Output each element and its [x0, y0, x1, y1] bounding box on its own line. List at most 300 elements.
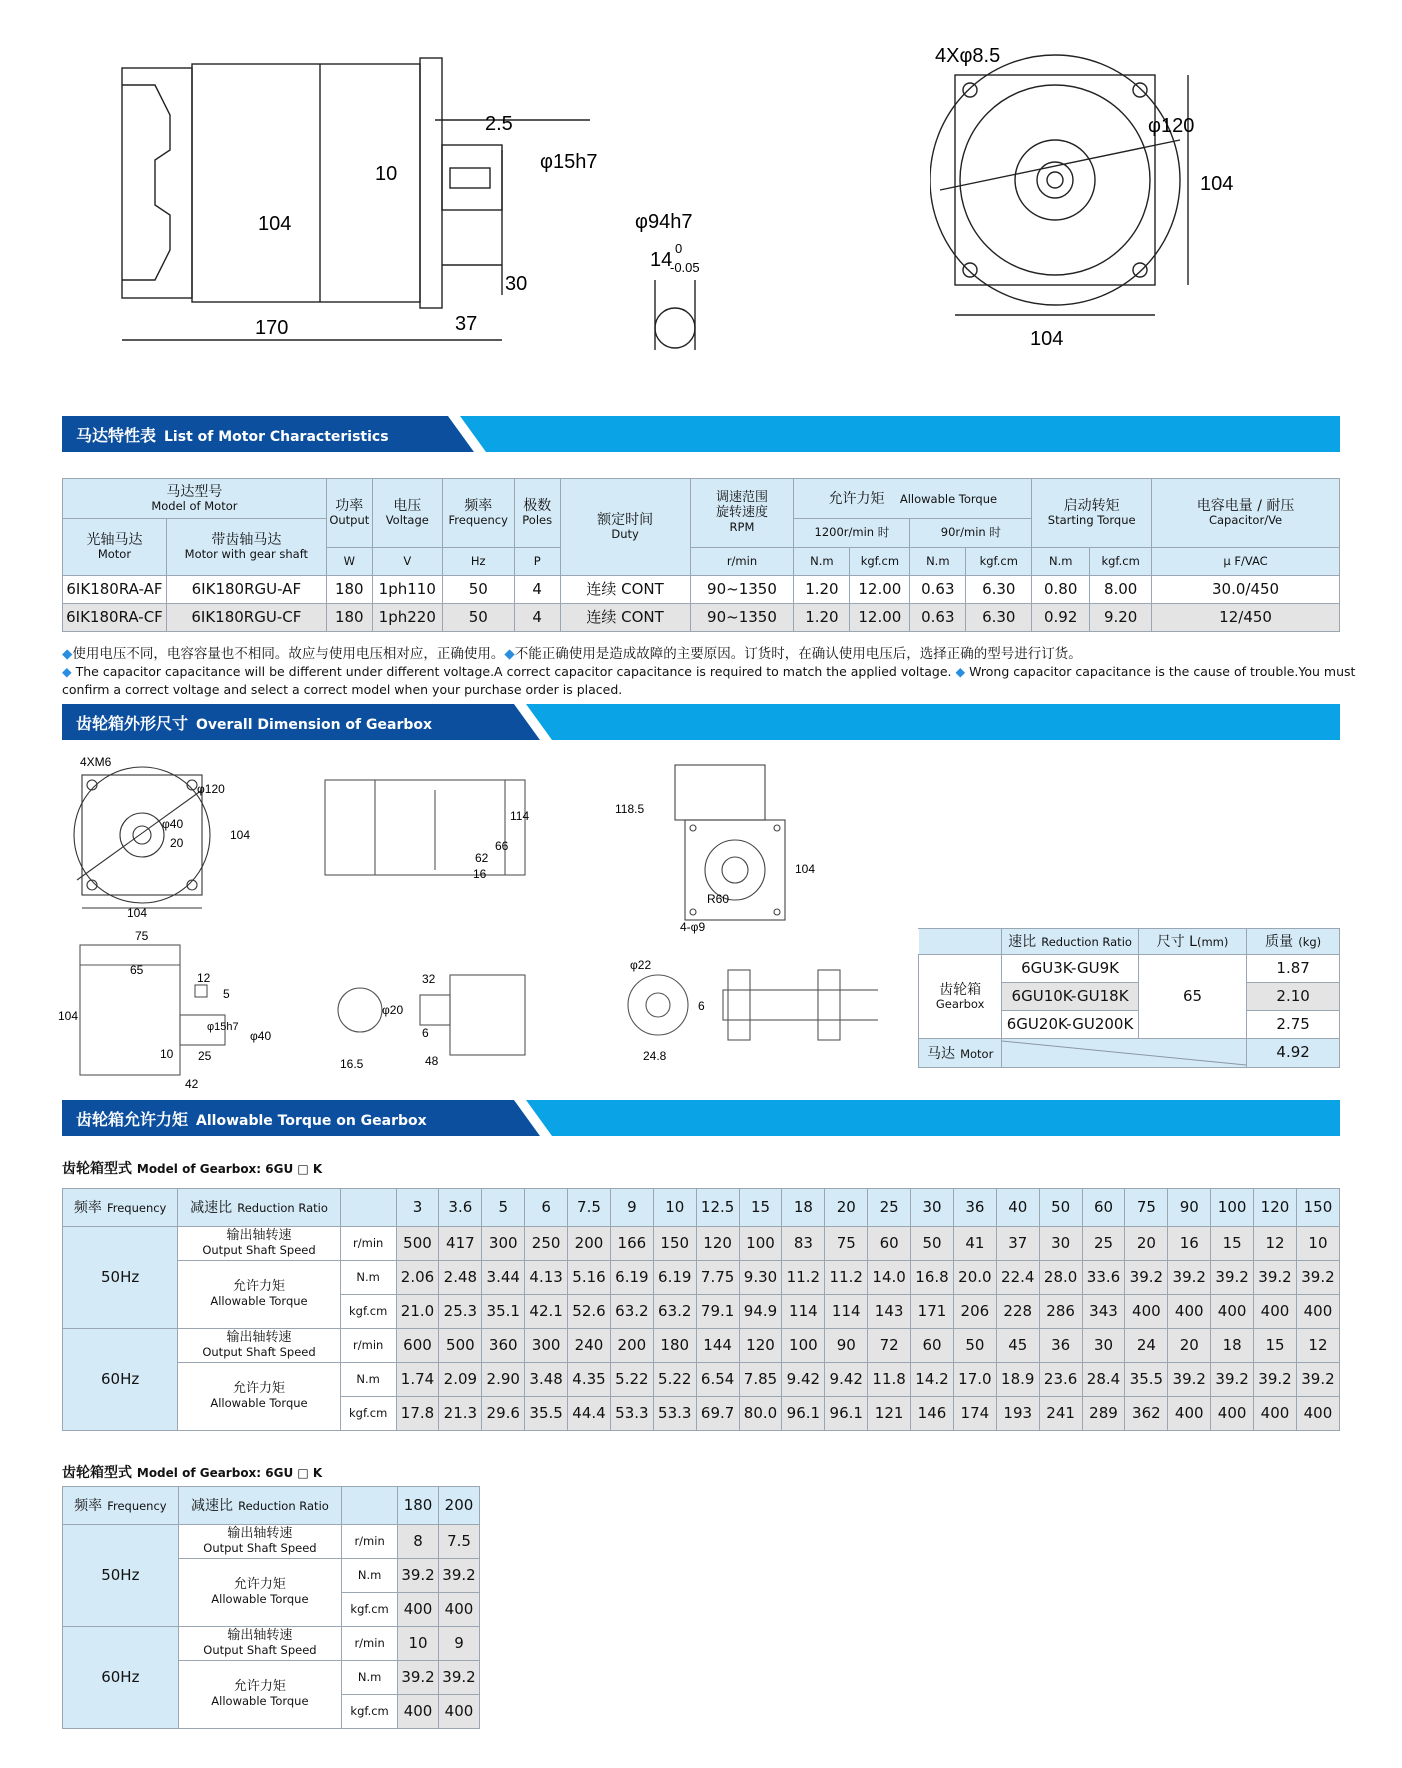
cell: 63.2: [653, 1295, 696, 1329]
freq-50hz: 50Hz: [63, 1525, 179, 1627]
cell: 200: [568, 1227, 611, 1261]
title-en: Model of Gearbox: 6GU □ K: [136, 1466, 323, 1480]
table-row: [63, 576, 1340, 604]
dim-118-5: 118.5: [615, 802, 645, 816]
motor-front-drawing: [930, 40, 1250, 360]
cell: 400: [398, 1695, 439, 1729]
cell: 2.10: [1247, 983, 1340, 1011]
torque-en: Allowable Torque: [211, 1592, 309, 1607]
ratio-header: 200: [439, 1487, 480, 1525]
cell: 39.2: [1168, 1261, 1211, 1295]
cell: 96.1: [825, 1397, 868, 1431]
note-zh-2: 不能正确使用是造成故障的主要原因。订货时，在确认使用电压后，选择正确的型号进行订货。: [514, 646, 1082, 662]
cell: 12: [1296, 1329, 1339, 1363]
cell: 39.2: [1125, 1261, 1168, 1295]
cell: 286: [1039, 1295, 1082, 1329]
cell: 9.42: [825, 1363, 868, 1397]
cell: 1ph220: [372, 604, 442, 632]
ratio-header: 150: [1296, 1189, 1339, 1227]
cell: 166: [610, 1227, 653, 1261]
gearbox-table: [918, 928, 1340, 1068]
cell: 39.2: [439, 1559, 480, 1593]
unit-kgf-2: kgf.cm: [966, 548, 1032, 576]
dim-114: 114: [510, 809, 530, 823]
torque-table-2: [62, 1486, 480, 1729]
cell: 63.2: [610, 1295, 653, 1329]
torque-zh: 允许力矩: [233, 1577, 286, 1593]
ratio-header: 7.5: [568, 1189, 611, 1227]
cell: 4: [514, 604, 560, 632]
cell: 2.48: [439, 1261, 482, 1295]
cell: 80.0: [739, 1397, 782, 1431]
unit-kgf: kgf.cm: [340, 1295, 396, 1329]
speed-zh2: 旋转速度: [715, 505, 768, 521]
cell: 6IK180RGU-CF: [166, 604, 326, 632]
ratio-en: Reduction Ratio: [238, 1499, 329, 1514]
ratio-header: 60: [1082, 1189, 1125, 1227]
cell: 50: [911, 1227, 954, 1261]
cell: 90: [825, 1329, 868, 1363]
cell: 2.09: [439, 1363, 482, 1397]
cell: 400: [1254, 1397, 1297, 1431]
cell: 7.5: [439, 1525, 480, 1559]
cell: 9: [439, 1627, 480, 1661]
cell: 6.19: [610, 1261, 653, 1295]
torque-zh: 允许力矩: [233, 1679, 286, 1695]
cell: 400: [1296, 1295, 1339, 1329]
cell: 6IK180RGU-AF: [166, 576, 326, 604]
cell: 200: [610, 1329, 653, 1363]
banner-title-en: Overall Dimension of Gearbox: [196, 717, 433, 733]
cell: 25.3: [439, 1295, 482, 1329]
cell: 39.2: [1211, 1363, 1254, 1397]
cell: 20: [1125, 1227, 1168, 1261]
size-value: 65: [1138, 955, 1246, 1039]
dim-phi15: φ15h7: [540, 151, 598, 173]
unit-nm-1: N.m: [794, 548, 850, 576]
shaft-en: Motor: [97, 547, 132, 562]
dim-104: 104: [58, 1009, 79, 1023]
diamond-icon: ◆: [504, 646, 515, 662]
cell: 150: [653, 1227, 696, 1261]
dim-tol-neg: -0.05: [670, 260, 700, 275]
cell: 4.35: [568, 1363, 611, 1397]
mass-unit: (kg): [1298, 935, 1322, 950]
cell: 35.1: [482, 1295, 525, 1329]
note-en-cont: [62, 682, 622, 697]
duty-en: Duty: [611, 527, 639, 542]
note-zh: [62, 642, 1082, 662]
torque-zh: 允许力矩: [828, 491, 885, 508]
cell: 39.2: [1168, 1363, 1211, 1397]
speed-zh1: 调速范围: [715, 490, 768, 506]
cell: 72: [868, 1329, 911, 1363]
freq-zh: 频率: [74, 1498, 103, 1515]
cell: 37: [996, 1227, 1039, 1261]
cell: 50: [442, 604, 514, 632]
dim-2-5: 2.5: [485, 113, 513, 135]
cell: 171: [911, 1295, 954, 1329]
unit-nm-2: N.m: [910, 548, 966, 576]
cell: 4: [514, 576, 560, 604]
cell: 9.20: [1090, 604, 1152, 632]
ratio-zh: 减速比: [191, 1498, 234, 1515]
freq-zh: 频率: [464, 498, 493, 515]
cell: 25: [1082, 1227, 1125, 1261]
dim-30: 30: [505, 273, 528, 295]
start-en: Starting Torque: [1047, 513, 1136, 528]
cell: 39.2: [1296, 1363, 1339, 1397]
dim-phi120: φ120: [1148, 115, 1195, 137]
ratio-zh: 减速比: [190, 1200, 233, 1217]
cell: 18.9: [996, 1363, 1039, 1397]
cell: 0.63: [910, 576, 966, 604]
cell: 14.2: [911, 1363, 954, 1397]
dim-phi15h7: φ15h7: [207, 1021, 239, 1033]
cell: 29.6: [482, 1397, 525, 1431]
cell: 41: [953, 1227, 996, 1261]
cell: 600: [396, 1329, 439, 1363]
cell: 75: [825, 1227, 868, 1261]
title-zh: 齿轮箱型式: [62, 1161, 132, 1177]
gearbox-shaft-drawing: [325, 965, 565, 1075]
cell: 120: [739, 1329, 782, 1363]
unit-nm: N.m: [340, 1261, 396, 1295]
cell: 45: [996, 1329, 1039, 1363]
dim-62: 62: [475, 851, 489, 865]
dim-104-right: 104: [1200, 173, 1234, 195]
note-en: [62, 664, 1355, 679]
speed-en: Output Shaft Speed: [202, 1243, 316, 1258]
cell: 连续 CONT: [560, 576, 690, 604]
dim-66: 66: [495, 839, 509, 853]
unit-cap: μ F/VAC: [1152, 548, 1340, 576]
freq-en: Frequency: [107, 1499, 167, 1514]
cell: 5.22: [653, 1363, 696, 1397]
cell: 8.00: [1090, 576, 1152, 604]
cell: 15: [1211, 1227, 1254, 1261]
cell: 28.4: [1082, 1363, 1125, 1397]
ratio-header: 100: [1211, 1189, 1254, 1227]
cell: 6.19: [653, 1261, 696, 1295]
dim-10: 10: [375, 163, 398, 185]
unit-kgf-3: kgf.cm: [1090, 548, 1152, 576]
voltage-en: Voltage: [385, 513, 429, 528]
cell: 30: [1039, 1227, 1082, 1261]
gearbox-top-drawing: [615, 755, 835, 935]
torque-table1-title: [62, 1158, 322, 1178]
cell: 193: [996, 1397, 1039, 1431]
unit-rmin: r/min: [342, 1627, 398, 1661]
speed-zh: 输出轴转速: [227, 1526, 293, 1542]
cell: 9.42: [782, 1363, 825, 1397]
ratio-header: 20: [825, 1189, 868, 1227]
gear-zh: 带齿轴马达: [211, 532, 282, 549]
cell: 69.7: [696, 1397, 739, 1431]
cell: 6GU20K-GU200K: [1002, 1011, 1139, 1039]
cell: 1ph110: [372, 576, 442, 604]
ratio-header: 12.5: [696, 1189, 739, 1227]
cell: 6.30: [966, 576, 1032, 604]
cell: 7.85: [739, 1363, 782, 1397]
cell: 400: [1211, 1295, 1254, 1329]
cell: 60: [868, 1227, 911, 1261]
shaft-zh: 光轴马达: [86, 532, 143, 549]
speed-en: Output Shaft Speed: [203, 1643, 317, 1658]
ratio-header: 36: [953, 1189, 996, 1227]
dim-4x-phi8-5: 4Xφ8.5: [935, 45, 1001, 67]
cell: 144: [696, 1329, 739, 1363]
cell: 6.30: [966, 604, 1032, 632]
cell: 174: [953, 1397, 996, 1431]
dim-10: 10: [160, 1047, 174, 1061]
unit-hz: Hz: [442, 548, 514, 576]
cell: 4.13: [525, 1261, 568, 1295]
torque-en: Allowable Torque: [211, 1694, 309, 1709]
cell: 241: [1039, 1397, 1082, 1431]
unit-nm: N.m: [340, 1363, 396, 1397]
model-zh: 马达型号: [166, 483, 223, 500]
freq-en: Frequency: [106, 1201, 167, 1216]
cell: 2.06: [396, 1261, 439, 1295]
voltage-zh: 电压: [393, 498, 422, 515]
cell: 6IK180RA-CF: [63, 604, 167, 632]
cell: 39.2: [398, 1559, 439, 1593]
gear-en: Motor with gear shaft: [184, 547, 309, 562]
dim-phi40: φ40: [250, 1029, 272, 1043]
ratio-en: Reduction Ratio: [1041, 935, 1132, 950]
cell: 228: [996, 1295, 1039, 1329]
ratio-header: 40: [996, 1189, 1039, 1227]
freq-zh: 频率: [73, 1200, 102, 1217]
unit-kgf: kgf.cm: [342, 1695, 398, 1729]
cell: 500: [396, 1227, 439, 1261]
poles-en: Poles: [522, 513, 553, 528]
dim-tol-0: 0: [675, 241, 683, 256]
cell: 20.0: [953, 1261, 996, 1295]
cell: 14.0: [868, 1261, 911, 1295]
ratio-zh: 速比: [1008, 934, 1037, 951]
cell: 50: [442, 576, 514, 604]
ratio-header: 30: [911, 1189, 954, 1227]
cell: 0.80: [1032, 576, 1090, 604]
cell: 300: [482, 1227, 525, 1261]
cell: 60: [911, 1329, 954, 1363]
ratio-header: 10: [653, 1189, 696, 1227]
cell: 180: [326, 604, 372, 632]
cell: 1.20: [794, 604, 850, 632]
title-zh: 齿轮箱型式: [62, 1465, 132, 1481]
dim-phi20: φ20: [382, 1003, 404, 1017]
cell: 114: [782, 1295, 825, 1329]
t1200-header: 1200r/min 时: [794, 519, 910, 548]
dim-104: 104: [258, 213, 292, 235]
title-en: Model of Gearbox: 6GU □ K: [136, 1162, 323, 1176]
unit-rmin: r/min: [690, 548, 794, 576]
output-en: Output: [329, 513, 370, 528]
speed-en: Output Shaft Speed: [202, 1345, 316, 1360]
ratio-header: 25: [868, 1189, 911, 1227]
cell: 35.5: [1125, 1363, 1168, 1397]
dim-phi94: φ94h7: [635, 211, 693, 233]
cell: 7.75: [696, 1261, 739, 1295]
cell: 21.3: [439, 1397, 482, 1431]
model-en: Model of Motor: [151, 498, 238, 513]
ratio-header: 90: [1168, 1189, 1211, 1227]
cell: 39.2: [1254, 1261, 1297, 1295]
freq-en: Frequency: [448, 513, 508, 528]
cell: 12.00: [850, 576, 910, 604]
cell: 12: [1254, 1227, 1297, 1261]
dim-6: 6: [422, 1026, 429, 1040]
cell: 50: [953, 1329, 996, 1363]
cell: 10: [1296, 1227, 1339, 1261]
dim-104-bottom: 104: [1030, 328, 1064, 350]
dim-24-8: 24.8: [643, 1049, 667, 1063]
dim-r60: R60: [707, 892, 730, 906]
unit-kgf: kgf.cm: [340, 1397, 396, 1431]
unit-kgf-1: kgf.cm: [850, 548, 910, 576]
cell: 21.0: [396, 1295, 439, 1329]
cell: 15: [1254, 1329, 1297, 1363]
banner-title-en: Allowable Torque on Gearbox: [196, 1113, 427, 1129]
cell: 6.54: [696, 1363, 739, 1397]
dim-170: 170: [255, 317, 289, 339]
gearbox-bottom-left-drawing: [55, 930, 295, 1095]
dim-12: 12: [197, 971, 211, 985]
cell: 3.44: [482, 1261, 525, 1295]
cell: 500: [439, 1329, 482, 1363]
cell: 16.8: [911, 1261, 954, 1295]
start-zh: 启动转矩: [1063, 498, 1120, 515]
ratio-header: 5: [482, 1189, 525, 1227]
ratio-header: 75: [1125, 1189, 1168, 1227]
unit-kgf: kgf.cm: [342, 1593, 398, 1627]
cell: 52.6: [568, 1295, 611, 1329]
size-unit: (mm): [1196, 935, 1229, 950]
dim-5: 5: [223, 987, 230, 1001]
freq-50hz: 50Hz: [63, 1227, 178, 1329]
duty-zh: 额定时间: [597, 512, 654, 529]
cell: 24: [1125, 1329, 1168, 1363]
size-zh: 尺寸 L: [1156, 934, 1197, 951]
cell: 400: [439, 1593, 480, 1627]
cell: 20: [1168, 1329, 1211, 1363]
output-zh: 功率: [335, 498, 364, 515]
cell: 39.2: [439, 1661, 480, 1695]
ratio-header: 3.6: [439, 1189, 482, 1227]
ratio-header: 50: [1039, 1189, 1082, 1227]
cell: 2.90: [482, 1363, 525, 1397]
cell: 360: [482, 1329, 525, 1363]
cell: 2.75: [1247, 1011, 1340, 1039]
motor-zh: 马达: [926, 1045, 955, 1062]
banner-title-zh: 齿轮箱外形尺寸: [76, 714, 189, 733]
cell: 1.20: [794, 576, 850, 604]
cell: 12.00: [850, 604, 910, 632]
cell: 39.2: [398, 1661, 439, 1695]
dim-6: 6: [698, 999, 705, 1013]
unit-nm: N.m: [342, 1661, 398, 1695]
dim-16: 16: [473, 867, 487, 881]
cell: 11.2: [782, 1261, 825, 1295]
cell: 400: [398, 1593, 439, 1627]
note-en-3: confirm a correct voltage and select a correct model when your purchase order is placed.: [62, 682, 623, 697]
ratio-header: 15: [739, 1189, 782, 1227]
dim-phi22: φ22: [630, 958, 652, 972]
cell: 90~1350: [690, 576, 794, 604]
speed-zh: 输出轴转速: [226, 1330, 292, 1346]
unit-nm-3: N.m: [1032, 548, 1090, 576]
dim-75: 75: [135, 930, 149, 943]
cell: 53.3: [653, 1397, 696, 1431]
unit-rmin: r/min: [340, 1227, 396, 1261]
unit-rmin: r/min: [340, 1329, 396, 1363]
cell: 17.8: [396, 1397, 439, 1431]
cell: 11.2: [825, 1261, 868, 1295]
cell: 8: [398, 1525, 439, 1559]
speed-en: Output Shaft Speed: [203, 1541, 317, 1556]
section-banner-motor-characteristics: [62, 416, 1340, 452]
table-row: [919, 955, 1340, 983]
cell: 1.87: [1247, 955, 1340, 983]
cell: 100: [739, 1227, 782, 1261]
cell: 3.48: [525, 1363, 568, 1397]
torque-zh: 允许力矩: [233, 1381, 286, 1397]
cell: 6GU3K-GU9K: [1002, 955, 1139, 983]
cell: 35.5: [525, 1397, 568, 1431]
motor-side-drawing: [100, 40, 780, 360]
cell: 96.1: [782, 1397, 825, 1431]
dim-16-5: 16.5: [340, 1057, 364, 1071]
cell: 180: [326, 576, 372, 604]
unit-nm: N.m: [342, 1559, 398, 1593]
unit-rmin: r/min: [342, 1525, 398, 1559]
dim-32: 32: [422, 972, 436, 986]
cell: 44.4: [568, 1397, 611, 1431]
freq-60hz: 60Hz: [63, 1627, 179, 1729]
gearbox-side-drawing: [315, 770, 555, 890]
dim-104: 104: [795, 862, 816, 876]
cell: 16: [1168, 1227, 1211, 1261]
dim-104-r: 104: [230, 828, 251, 842]
cell: 12/450: [1152, 604, 1340, 632]
torque-table-1: [62, 1188, 1340, 1431]
speed-zh: 输出轴转速: [226, 1228, 292, 1244]
banner-title-zh: 齿轮箱允许力矩: [76, 1110, 189, 1129]
cell: 28.0: [1039, 1261, 1082, 1295]
cell: 400: [1168, 1295, 1211, 1329]
diamond-icon: ◆: [62, 646, 73, 662]
dim-25: 25: [198, 1049, 212, 1063]
ratio-en: Reduction Ratio: [237, 1201, 328, 1216]
table-row: [919, 1039, 1340, 1068]
dim-20: 20: [170, 836, 184, 850]
cell: 206: [953, 1295, 996, 1329]
dim-4xm6: 4XM6: [80, 755, 112, 769]
cell: 343: [1082, 1295, 1125, 1329]
cell: 6GU10K-GU18K: [1002, 983, 1139, 1011]
speed-en: RPM: [729, 520, 755, 535]
cell: 39.2: [1211, 1261, 1254, 1295]
gearbox-zh: 齿轮箱: [939, 981, 982, 998]
cell: 39.2: [1296, 1261, 1339, 1295]
dim-65: 65: [130, 963, 144, 977]
cell: 100: [782, 1329, 825, 1363]
diagonal-line: [1002, 1039, 1246, 1067]
cell: 417: [439, 1227, 482, 1261]
cell: 17.0: [953, 1363, 996, 1397]
